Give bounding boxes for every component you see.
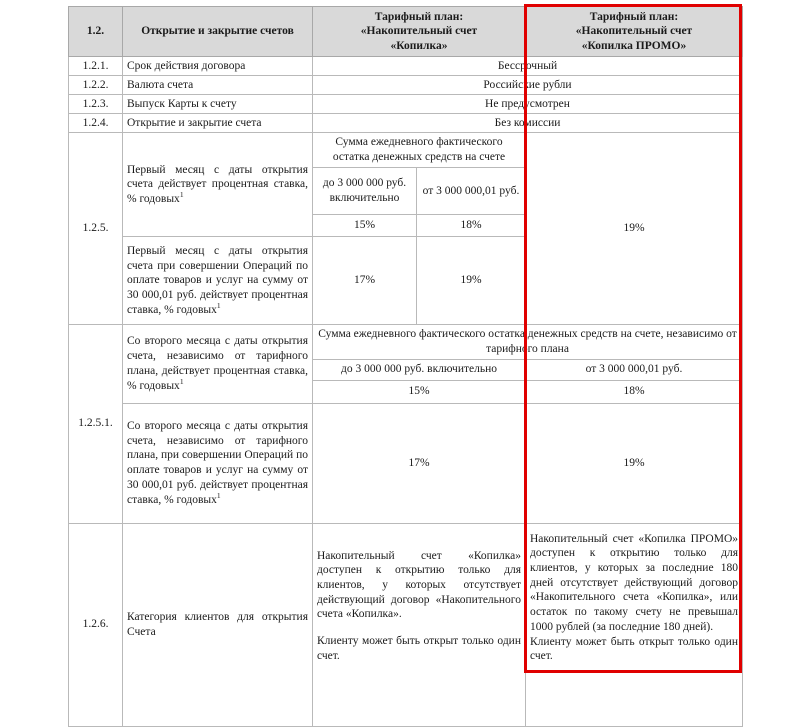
table-header-row — [69, 7, 743, 57]
paragraph-spacer — [317, 622, 521, 634]
header-plan-promo-line3: «Копилка ПРОМО» — [581, 39, 687, 52]
category-promo-cell — [526, 523, 743, 726]
row-number-1-2-3: 1.2.3. — [69, 95, 123, 114]
table-row — [69, 403, 743, 523]
balance-bucket-high-1-2-5: от 3 000 000,01 руб. — [417, 168, 526, 215]
row-description-1-2-5-1-b — [123, 403, 313, 523]
row-description-1-2-5-a — [123, 133, 313, 237]
row-description-1-2-6: Категория клиентов для открытия Счета — [123, 523, 313, 726]
header-section-title: Открытие и закрытие счетов — [123, 7, 313, 57]
rate-1-2-5-1-a-low: 15% — [313, 380, 526, 403]
table-row — [69, 523, 743, 726]
row-description-1-2-3: Выпуск Карты к счету — [123, 95, 313, 114]
row-description-1-2-4: Открытие и закрытие счета — [123, 114, 313, 133]
row-description-1-2-5-1-a-text: Со второго месяца с даты открытия счета, независимо от тарифного плана, действует процентная ставка, % годовых — [127, 335, 308, 392]
rate-1-2-5-1-b-low: 17% — [313, 403, 526, 523]
rate-1-2-5-b-high: 19% — [417, 237, 526, 325]
table-row — [69, 57, 743, 76]
row-number-1-2-5-1: 1.2.5.1. — [69, 325, 123, 523]
table-row — [69, 133, 743, 168]
header-plan-kopilka-line3: «Копилка» — [390, 39, 448, 52]
row-value-1-2-2: Российские рубли — [313, 76, 743, 95]
header-plan-promo-line1: Тарифный план: — [589, 11, 679, 23]
category-kopilka-cell — [313, 523, 526, 726]
footnote-marker: 1 — [216, 300, 221, 310]
rate-1-2-5-1-b-high: 19% — [526, 403, 743, 523]
footnote-marker: 1 — [179, 190, 184, 200]
promo-rate-1-2-5: 19% — [526, 133, 743, 325]
category-promo-paragraph-1: Накопительный счет «Копилка ПРОМО» доступен к открытию только для клиентов, у которых за последние 180 дней отсутствует действующий договор «Накопительного счета «Копилка», или остаток по такому счету не превышал 1000 рублей (за последние 180 дней). — [530, 532, 738, 633]
table-row — [69, 325, 743, 359]
table-row — [69, 76, 743, 95]
tariff-table — [68, 6, 743, 727]
balance-span-header-1-2-5: Сумма ежедневного фактического остатка денежных средств на счете — [313, 133, 526, 168]
row-description-1-2-5-1-a — [123, 325, 313, 403]
row-number-1-2-4: 1.2.4. — [69, 114, 123, 133]
row-number-1-2-2: 1.2.2. — [69, 76, 123, 95]
header-plan-kopilka — [313, 7, 526, 57]
category-promo-paragraph-2: Клиенту может быть открыт только один счет. — [530, 635, 738, 663]
category-kopilka-paragraph-2: Клиенту может быть открыт только один счет. — [317, 635, 521, 662]
row-number-1-2-6: 1.2.6. — [69, 523, 123, 726]
balance-bucket-low-1-2-5: до 3 000 000 руб. включительно — [313, 168, 417, 215]
row-number-1-2-5: 1.2.5. — [69, 133, 123, 325]
rate-1-2-5-a-high: 18% — [417, 215, 526, 237]
header-plan-kopilka-line2: «Накопительный счет — [360, 25, 478, 38]
balance-bucket-low-1-2-5-1: до 3 000 000 руб. включительно — [313, 359, 526, 380]
row-value-1-2-4: Без комиссии — [313, 114, 743, 133]
category-kopilka-paragraph-1: Накопительный счет «Копилка» доступен к открытию только для клиентов, у которых отсутствует действующий договор «Накопительного счета «Копилка». — [317, 549, 521, 621]
header-plan-kopilka-promo — [526, 7, 743, 57]
rate-1-2-5-a-low: 15% — [313, 215, 417, 237]
header-section-number: 1.2. — [69, 7, 123, 57]
footnote-marker: 1 — [216, 490, 221, 500]
rate-1-2-5-b-low: 17% — [313, 237, 417, 325]
header-plan-promo-line2: «Накопительный счет — [575, 25, 693, 38]
row-value-1-2-3: Не предусмотрен — [313, 95, 743, 114]
footnote-marker: 1 — [179, 376, 184, 386]
table-row — [69, 114, 743, 133]
row-description-1-2-5-b-text: Первый месяц с даты открытия счета при совершении Операций по оплате товаров и услуг на сумму от 30 000,01 руб. действует процентная ставка, % годовых — [127, 244, 308, 316]
table-row — [69, 95, 743, 114]
row-description-1-2-5-1-b-text: Со второго месяца с даты открытия счета, независимо от тарифного плана, при совершении Операций по оплате товаров и услуг на сумму от 30 000,01 руб. действует процентная ставка, % годовых — [127, 419, 308, 506]
row-description-1-2-5-a-text: Первый месяц с даты открытия счета действует процентная ставка, % годовых — [127, 163, 308, 205]
balance-bucket-high-1-2-5-1: от 3 000 000,01 руб. — [526, 359, 743, 380]
row-description-1-2-5-b — [123, 237, 313, 325]
header-plan-kopilka-line1: Тарифный план: — [374, 11, 464, 23]
balance-span-header-1-2-5-1: Сумма ежедневного фактического остатка денежных средств на счете, независимо от тарифного плана — [313, 325, 743, 359]
row-description-1-2-2: Валюта счета — [123, 76, 313, 95]
row-description-1-2-1: Срок действия договора — [123, 57, 313, 76]
rate-1-2-5-1-a-high: 18% — [526, 380, 743, 403]
row-number-1-2-1: 1.2.1. — [69, 57, 123, 76]
row-value-1-2-1: Бессрочный — [313, 57, 743, 76]
